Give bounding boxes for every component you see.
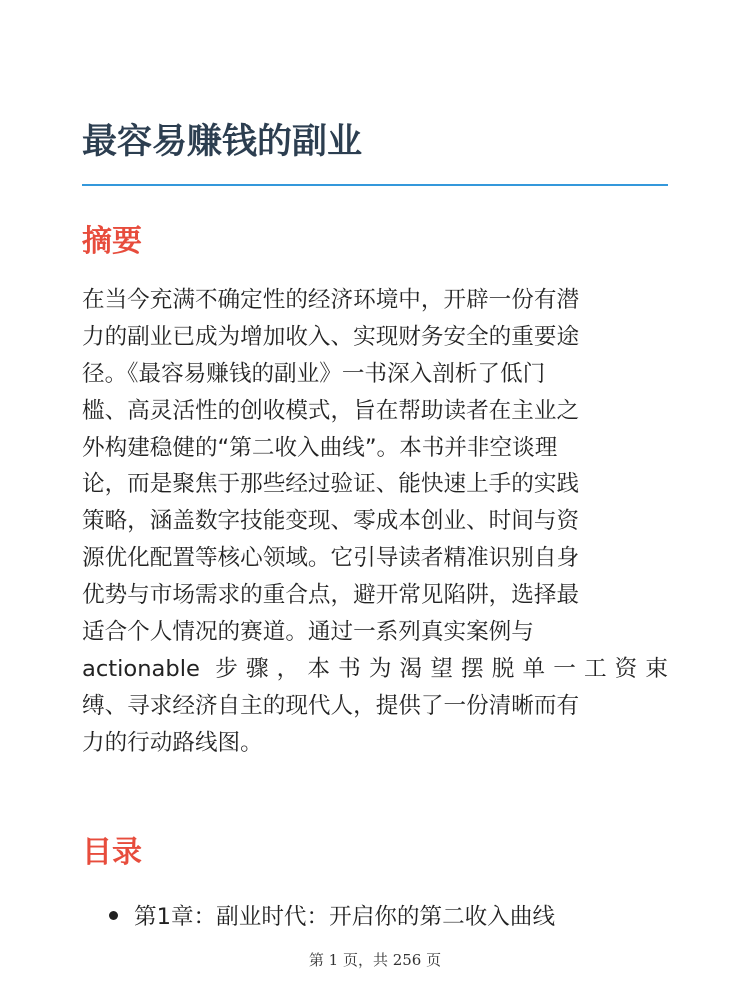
document-title: 最容易赚钱的副业 (82, 122, 363, 162)
abstract-line: 力的行动路线图。 (82, 729, 263, 756)
abstract-line: 力的副业已成为增加收入、实现财务安全的重要途 (82, 323, 580, 350)
bullet-icon (109, 911, 118, 920)
title-divider (82, 184, 668, 186)
abstract-line: 策略，涵盖数字技能变现、零成本创业、时间与资 (82, 508, 580, 535)
abstract-line: 槛、高灵活性的创收模式，旨在帮助读者在主业之 (82, 397, 580, 424)
toc-item-chapter-1[interactable] (82, 896, 668, 934)
abstract-line: 源优化配置等核心领域。它引导读者精准识别自身 (82, 545, 580, 572)
toc-list (82, 896, 668, 934)
abstract-line: 在当今充满不确定性的经济环境中，开辟一份有潜 (82, 287, 580, 313)
abstract-heading: 摘要 (82, 224, 142, 259)
toc-item-label: 第1章：副业时代：开启你的第二收入曲线 (134, 904, 556, 930)
abstract-line: 适合个人情况的赛道。通过一系列真实案例与 (82, 619, 534, 646)
toc-heading: 目录 (82, 835, 142, 870)
abstract-line: 缚、寻求经济自主的现代人，提供了一份清晰而有 (82, 692, 580, 719)
abstract-paragraph (82, 282, 668, 762)
abstract-line: 优势与市场需求的重合点，避开常见陷阱，选择最 (82, 582, 580, 609)
abstract-line: 径。《最容易赚钱的副业》一书深入剖析了低门 (82, 360, 546, 387)
abstract-line: 外构建稳健的“第二收入曲线”。本书并非空谈理 (82, 434, 558, 461)
abstract-line: actionable 步骤，本书为渴望摆脱单一工资束 (82, 655, 668, 682)
page-footer: 第 1 页，共 256 页 (308, 951, 442, 969)
abstract-line: 论，而是聚焦于那些经过验证、能快速上手的实践 (82, 471, 580, 498)
